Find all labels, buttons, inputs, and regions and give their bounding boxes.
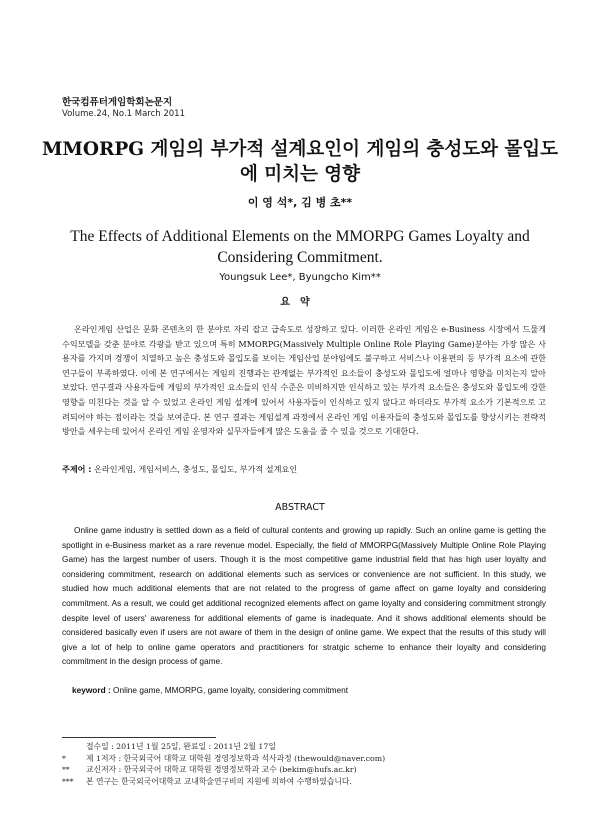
abstract-english-heading: ABSTRACT bbox=[275, 502, 325, 513]
footnote-text: 교신저자 : 한국외국어 대학교 대학원 경영정보학과 교수 (bekim@hufs.ac.kr) bbox=[86, 765, 357, 775]
footnote-mark: *** bbox=[62, 776, 74, 786]
footnote-text: 본 연구는 한국외국어대학교 교내학술연구비의 지원에 의하여 수행하였습니다. bbox=[86, 776, 352, 786]
footnote-divider bbox=[62, 737, 216, 738]
footnote-mark: * bbox=[62, 753, 66, 763]
footnotes bbox=[62, 741, 562, 787]
footnote-received bbox=[62, 741, 562, 753]
abstract-korean-heading: 요약 bbox=[280, 297, 320, 308]
keywords-english-text: Online game, MMORPG, game loyalty, considering commitment bbox=[113, 685, 349, 695]
keywords-english bbox=[72, 685, 556, 695]
abstract-english: Online game industry is settled down as a field of cultural contents and growing up rapidly. Such an online game is getting the spotlight in e-Business market as a rare revenue model. Especially, the field of MMORPG(Massively Multiple Online Role Playing Game) has the largest number of users. Though it is the most competitive game industrial field that has high user loyalty and considering commitment, research on additional elements such as services or convenience are not sufficient. In this study, we studied how much additional elements that are not related to the progress of game affect on game loyalty and considering commitment. As a result, we could get additional recognized elements affect on game loyalty and considering commitment strongly despite level of users' awareness for additional elements of game is inadequate. And it shows additional elements should be considered basically even if users are not aware of them in the design of online game. We expect that the results of this study will give a lot of help to online game operators and practitioners for stratgic scheme to enhance their loyalty and considering commitment in the design process of game. bbox=[62, 525, 546, 667]
journal-name: 한국컴퓨터게임학회논문지 bbox=[62, 97, 173, 108]
footnote-corresponding-author bbox=[62, 764, 562, 776]
journal-header bbox=[62, 97, 185, 120]
authors-english: Youngsuk Lee*, Byungcho Kim** bbox=[219, 272, 381, 283]
footnote-text: 접수일 : 2011년 1월 25일, 완료일 : 2011년 2월 17일 bbox=[86, 742, 276, 751]
footnote-mark bbox=[62, 741, 86, 753]
title-korean: MMORPG 게임의 부가적 설계요인이 게임의 충성도와 몰입도에 미치는 영향 bbox=[41, 139, 559, 185]
keywords-english-label: keyword : bbox=[72, 685, 111, 695]
journal-volume: Volume.24, No.1 March 2011 bbox=[62, 109, 186, 119]
keywords-korean bbox=[62, 464, 546, 475]
authors-korean: 이 영 석*, 김 병 초** bbox=[247, 196, 353, 209]
keywords-korean-text: 온라인게임, 게임서비스, 충성도, 몰입도, 부가적 설계요인 bbox=[94, 464, 298, 474]
footnote-mark: ** bbox=[62, 765, 70, 775]
title-english: The Effects of Additional Elements on the MMORPG Games Loyalty and Considering Commitment. bbox=[70, 228, 530, 266]
abstract-korean: 온라인게임 산업은 문화 콘텐츠의 한 분야로 자리 잡고 급속도로 성장하고 있다. 이러한 온라인 게임은 e-Business 시장에서 드물게 수익모델을 갖춘 분야로 각광을 받고 있으며 특히 MMORPG(Massively Multiple Online Role Playing Game)분야는 가장 많은 사용자를 가지며 경쟁이 치열하고 높은 충성도와 몰입도를 보이는 게임산업 분야임에도 불구하고 서비스나 이용편의 등 부가적 요소에 관한 연구들이 부족하였다. 이에 본 연구에서는 게임의 진행과는 관계없는 부가적인 요소들이 충성도와 몰입도에 얼마나 영향을 미치는지 알아보았다. 연구결과 사용자들에 게임의 부가적인 요소들의 인식 수준은 미비하지만 인식하고 있는 부가적 요소들은 충성도와 몰입도에 강한 영향을 미친다는 것을 알 수 있었고 온라인 게임 설계에 있어서 사용자들이 인식하고 있지 않다고 하더라도 부가적 요소가 기본적으로 고려되어야 하는 점이라는 것을 보여준다. 본 연구 결과는 게임설계 과정에서 온라인 게임 이용자들의 충성도와 몰입도를 향상시키는 전략적 방안을 세우는데 있어서 온라인 게임 운영자와 실무자들에게 많은 도움을 줄 수 있을 것으로 기대한다. bbox=[62, 324, 546, 437]
footnote-funding bbox=[62, 776, 562, 788]
keywords-korean-label: 주제어 : bbox=[62, 464, 92, 474]
footnote-text: 제 1저자 : 한국외국어 대학교 대학원 경영정보학과 석사과정 (thewould@naver.com) bbox=[86, 753, 386, 763]
footnote-first-author bbox=[62, 753, 562, 765]
